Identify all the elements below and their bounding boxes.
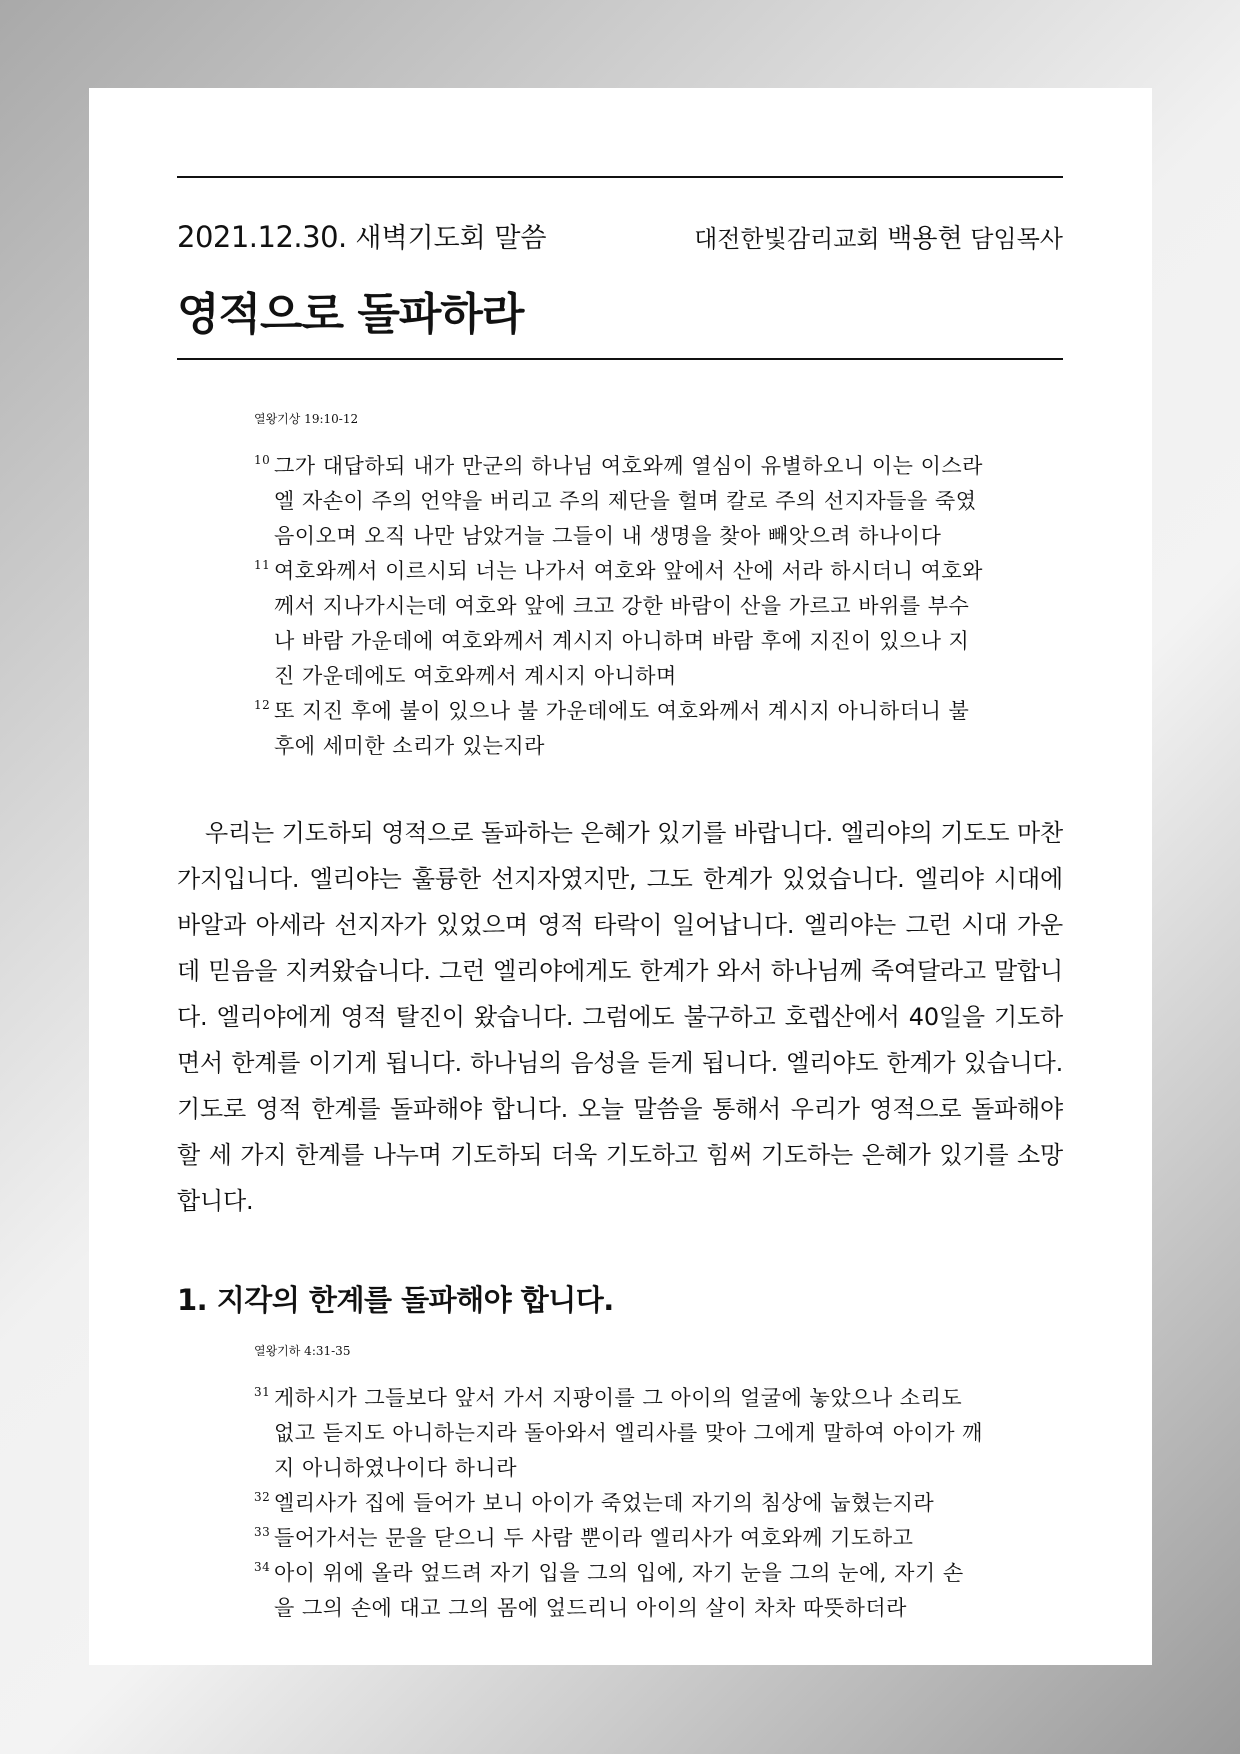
pastor-name: 백용현 — [887, 224, 963, 254]
page-content — [177, 176, 1063, 1626]
verse — [254, 1521, 984, 1556]
verse-text: 여호와께서 이르시되 너는 나가서 여호와 앞에서 산에 서라 하시더니 여호와께서 지나가시는데 여호와 앞에 크고 강한 바람이 산을 가르고 바위를 부수나 바람 가운데에 여호와께서 계시지 아니하며 바람 후에 지진이 있으나 지진 가운데에도 여호와께서 계시지 아니하며 — [274, 559, 983, 688]
verse-number: 32 — [254, 1490, 271, 1505]
body-paragraph: 우리는 기도하되 영적으로 돌파하는 은혜가 있기를 바랍니다. 엘리야의 기도도 마찬가지입니다. 엘리야는 훌륭한 선지자였지만, 그도 한계가 있었습니다. 엘리야 시대에 바알과 아세라 선지자가 있었으며 영적 타락이 일어납니다. 엘리야는 그런 시대 가운데 믿음을 지켜왔습니다. 그런 엘리야에게도 한계가 와서 하나님께 죽여달라고 말합니다. 엘리야에게 영적 탈진이 왔습니다. 그럼에도 불구하고 호렙산에서 40일을 기도하면서 한계를 이기게 됩니다. 하나님의 음성을 듣게 됩니다. 엘리야도 한계가 있습니다. 기도로 영적 한계를 돌파해야 합니다. 오늘 말씀을 통해서 우리가 영적으로 돌파해야 할 세 가지 한계를 나누며 기도하되 더욱 기도하고 힘써 기도하는 은혜가 있기를 소망합니다. — [177, 819, 1063, 1215]
verse — [254, 1486, 984, 1521]
verse-number: 10 — [254, 453, 271, 467]
church-line — [694, 218, 1063, 255]
verse-number: 33 — [254, 1525, 271, 1540]
church-name: 대전한빛감리교회 — [694, 225, 880, 253]
verse-text: 아이 위에 올라 엎드려 자기 입을 그의 입에, 자기 눈을 그의 눈에, 자기 손을 그의 손에 대고 그의 몸에 엎드리니 아이의 살이 차차 따뜻하더라 — [274, 1561, 964, 1621]
top-rule — [177, 176, 1063, 178]
verse — [254, 1556, 984, 1626]
verse-text: 또 지진 후에 불이 있으나 불 가운데에도 여호와께서 계시지 아니하더니 불 후에 세미한 소리가 있는지라 — [274, 699, 970, 758]
scripture-reference: 열왕기상 19:10-12 — [254, 412, 359, 426]
verse-text: 엘리사가 집에 들어가 보니 아이가 죽었는데 자기의 침상에 눕혔는지라 — [274, 1491, 935, 1516]
verse — [254, 449, 984, 554]
date-line — [177, 216, 547, 255]
verse-number: 11 — [254, 558, 271, 572]
section-heading-1: 1. 지각의 한계를 돌파해야 합니다. — [177, 1283, 614, 1317]
scripture-block-1 — [254, 410, 984, 764]
header-row — [177, 216, 1063, 252]
verse — [254, 1381, 984, 1486]
verse — [254, 554, 984, 694]
service-name: 새벽기도회 말씀 — [355, 223, 547, 254]
verse-text: 들어가서는 문을 닫으니 두 사람 뿐이라 엘리사가 여호와께 기도하고 — [274, 1526, 914, 1551]
scripture-reference: 열왕기하 4:31-35 — [254, 1344, 351, 1359]
sermon-date: 2021.12.30. — [177, 220, 347, 254]
page-title: 영적으로 돌파하라 — [177, 289, 524, 340]
verse-number: 34 — [254, 1560, 271, 1575]
verse — [254, 694, 984, 764]
verse-number: 31 — [254, 1385, 271, 1400]
verse-number: 12 — [254, 698, 271, 712]
scripture-block-2 — [254, 1342, 984, 1626]
document-page — [89, 88, 1152, 1665]
verse-text: 게하시가 그들보다 앞서 가서 지팡이를 그 아이의 얼굴에 놓았으나 소리도 없고 듣지도 아니하는지라 돌아와서 엘리사를 맞아 그에게 말하여 아이가 깨지 아니하였나이다 하니라 — [274, 1386, 983, 1481]
pastor-title: 담임목사 — [970, 225, 1063, 253]
title-rule — [177, 358, 1063, 360]
verse-text: 그가 대답하되 내가 만군의 하나님 여호와께 열심이 유별하오니 이는 이스라엘 자손이 주의 언약을 버리고 주의 제단을 헐며 칼로 주의 선지자들을 죽였음이오며 오직 나만 남았거늘 그들이 내 생명을 찾아 빼앗으려 하나이다 — [274, 454, 983, 548]
